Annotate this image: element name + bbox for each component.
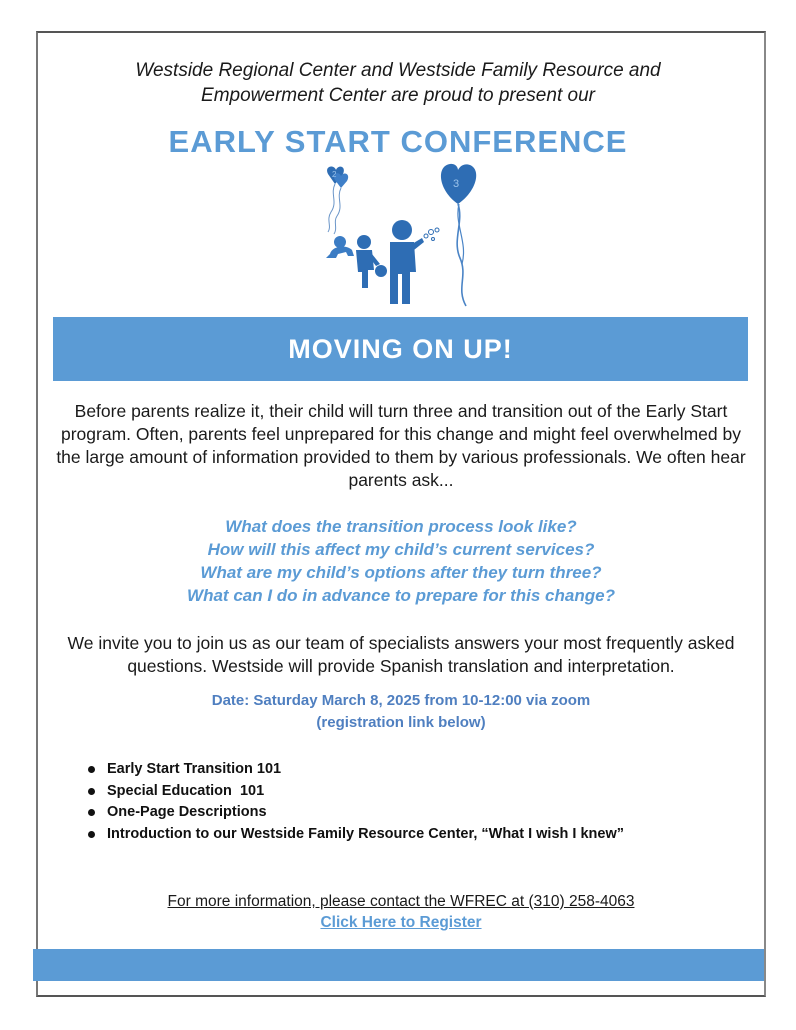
bullet-icon xyxy=(88,831,95,838)
topic-item xyxy=(86,824,624,846)
moving-on-up-banner xyxy=(53,317,748,381)
question-item: What can I do in advance to prepare for this change? xyxy=(187,586,615,605)
topics-list xyxy=(86,759,624,845)
intro-line-2: Empowerment Center are proud to present our xyxy=(201,85,595,106)
toddler-with-ball-icon xyxy=(356,235,387,288)
register-link[interactable]: Click Here to Register xyxy=(320,914,482,931)
intro-text xyxy=(60,58,736,108)
contact-info: For more information, please contact the WFREC at (310) 258-4063 xyxy=(167,893,635,910)
banner-title: MOVING ON UP! xyxy=(288,334,513,364)
conference-title: EARLY START CONFERENCE xyxy=(168,124,628,159)
invitation-paragraph: We invite you to join us as our team of specialists answers your most frequently asked questions. Westside will provide Spanish translation and interpretation. xyxy=(67,633,735,676)
topic-item xyxy=(86,781,624,803)
bullet-icon xyxy=(88,788,95,795)
event-date xyxy=(56,690,746,734)
event-date-line: Date: Saturday March 8, 2025 from 10-12:00 via zoom xyxy=(211,692,591,709)
intro-line-1: Westside Regional Center and Westside Family Resource and xyxy=(135,60,661,81)
topic-item xyxy=(86,802,624,824)
bullet-icon xyxy=(88,809,95,816)
topic-label: One-Page Descriptions xyxy=(107,804,267,820)
footer-bar xyxy=(33,949,764,981)
topic-label: Special Education 101 xyxy=(107,782,265,799)
questions-list xyxy=(56,515,746,607)
question-item: What are my child’s options after they turn three? xyxy=(200,563,602,582)
balloon-large-number: 3 xyxy=(453,178,460,190)
topic-label: Introduction to our Westside Family Resource Center, “What I wish I knew” xyxy=(107,825,624,842)
large-balloon-icon xyxy=(441,164,476,306)
topic-item xyxy=(86,759,624,781)
small-balloons-icon xyxy=(327,167,348,234)
question-item: How will this affect my child’s current services? xyxy=(207,540,595,559)
balloon-small-number: 2 xyxy=(332,170,337,179)
children-balloons-illustration xyxy=(318,160,498,310)
child-blowing-bubbles-icon xyxy=(390,220,439,304)
topic-label: Early Start Transition 101 xyxy=(107,761,282,777)
registration-note: (registration link below) xyxy=(316,714,486,731)
question-item: What does the transition process look like? xyxy=(225,517,577,536)
contact-section xyxy=(56,891,746,933)
crawling-baby-icon xyxy=(326,236,354,258)
intro-paragraph: Before parents realize it, their child will turn three and transition out of the Early Start program. Often, parents feel unprepared for this change and might feel overwhelmed by the large amount of information provided to them by various professionals. We often hear parents ask... xyxy=(56,401,746,490)
bullet-icon xyxy=(88,766,95,773)
